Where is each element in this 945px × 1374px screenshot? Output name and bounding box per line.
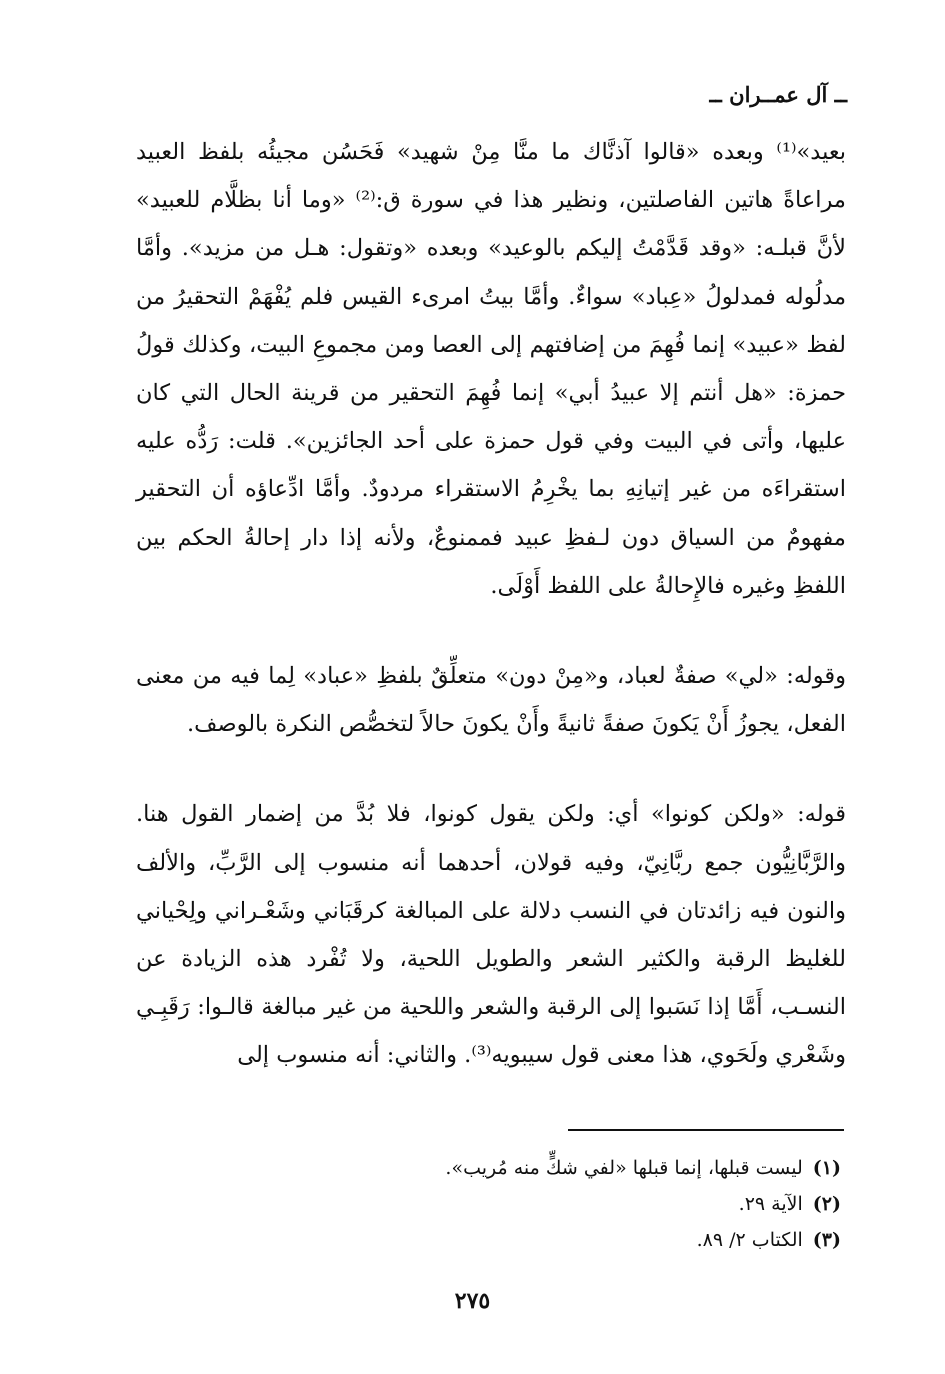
footnote-text: ليست قبلها، إنما قبلها «لفي شكٍّ منه مُريب». (445, 1157, 803, 1179)
running-head: ــ آل عمــران ــ (709, 82, 847, 107)
paragraph-2: وقوله: «لي» صفةٌ لعباد، و«مِنْ دون» متعلِّقٌ بلفظِ «عباد» لِما فيه من معنى الفعل، يجوزُ أَنْ يَكونَ صفةً ثانيةً وأَنْ يكونَ حالاً لتخصُّص النكرة بالوصف. (136, 663, 846, 738)
footnotes (281, 1150, 841, 1258)
paragraph-1: بعيد»⁽¹⁾ وبعده «قالوا آذنَّاك ما منَّا مِنْ شهيد» فَحَسُن مجيئُه بلفظ العبيد مراعاةً هاتين الفاصلتين، ونظير هذا في سورة ق:⁽²⁾ «وما أنا بظلَّام للعبيد» لأنَّ قبلـه: «وقد قَدَّمْتُ إليكم بالوعيد» وبعده «وتقول: هـل من مزيد». وأمَّا مدلُوله فمدلولُ «عِباد» سواءٌ. وأمَّا بيتُ امرىء القيس فلم يُفْهَمْ التحقيرُ من لفظ «عبيد» إنما فُهِمَ من إضافتهم إلى العصا ومن مجموعِ البيت، وكذلك قولُ حمزة: «هل أنتم إلا عبيدُ أبي» إنما فُهِمَ التحقير من قرينة الحال التي كان عليها، وأتى في البيت وفي قول حمزة على أحد الجائزين». قلت: رَدُّه عليه استقراءَه من غير إتيانِهِ بما يخْرِمُ الاستقراء مردودٌ. وأمَّا ادِّعاؤه أن التحقير مفهومٌ من السياق دون لـفظِ عبيد فممنوعٌ، ولأنه إذا دار إحالةُ الحكم بين اللفظِ وغيره فالإِحالةُ على اللفظ أَوْلَى. (136, 139, 846, 599)
footnote-separator (568, 1129, 844, 1131)
footnote-3 (281, 1222, 841, 1258)
footnote-number: (١) (812, 1157, 841, 1179)
footnote-text: الآية ٢٩. (738, 1193, 803, 1215)
footnote-number: (٢) (812, 1193, 841, 1215)
footnote-2 (281, 1186, 841, 1222)
footnote-1 (281, 1150, 841, 1186)
page-number: ٢٧٥ (454, 1288, 491, 1314)
footnote-number: (٣) (812, 1229, 841, 1251)
footnote-text: الكتاب ٢/ ٨٩. (696, 1229, 803, 1251)
main-text (136, 128, 846, 1080)
paragraph-3: قوله: «ولكن كونوا» أي: ولكن يقول كونوا، فلا بُدَّ من إضمار القول هنا. والرَّبَّانِيُّون جمع ربَّانِيّ، وفيه قولان، أحدهما أنه منسوب إلى الرَّبِّ، والألف والنون فيه زائدتان في النسب دلالة على المبالغة كرقَبَاني وشَعْـراني ولِحْياني للغليظ الرقبة والكثير الشعر والطويل اللحية، ولا تُفْرد هذه الزيادة عن النسـب، أَمَّا إذا نَسَبوا إلى الرقبة والشعر واللحية من غير مبالغة قالـوا: رَقَبِـي وشَعْري ولَحَوي، هذا معنى قول سيبويه⁽³⁾. والثاني: أنه منسوب إلى (136, 801, 846, 1069)
